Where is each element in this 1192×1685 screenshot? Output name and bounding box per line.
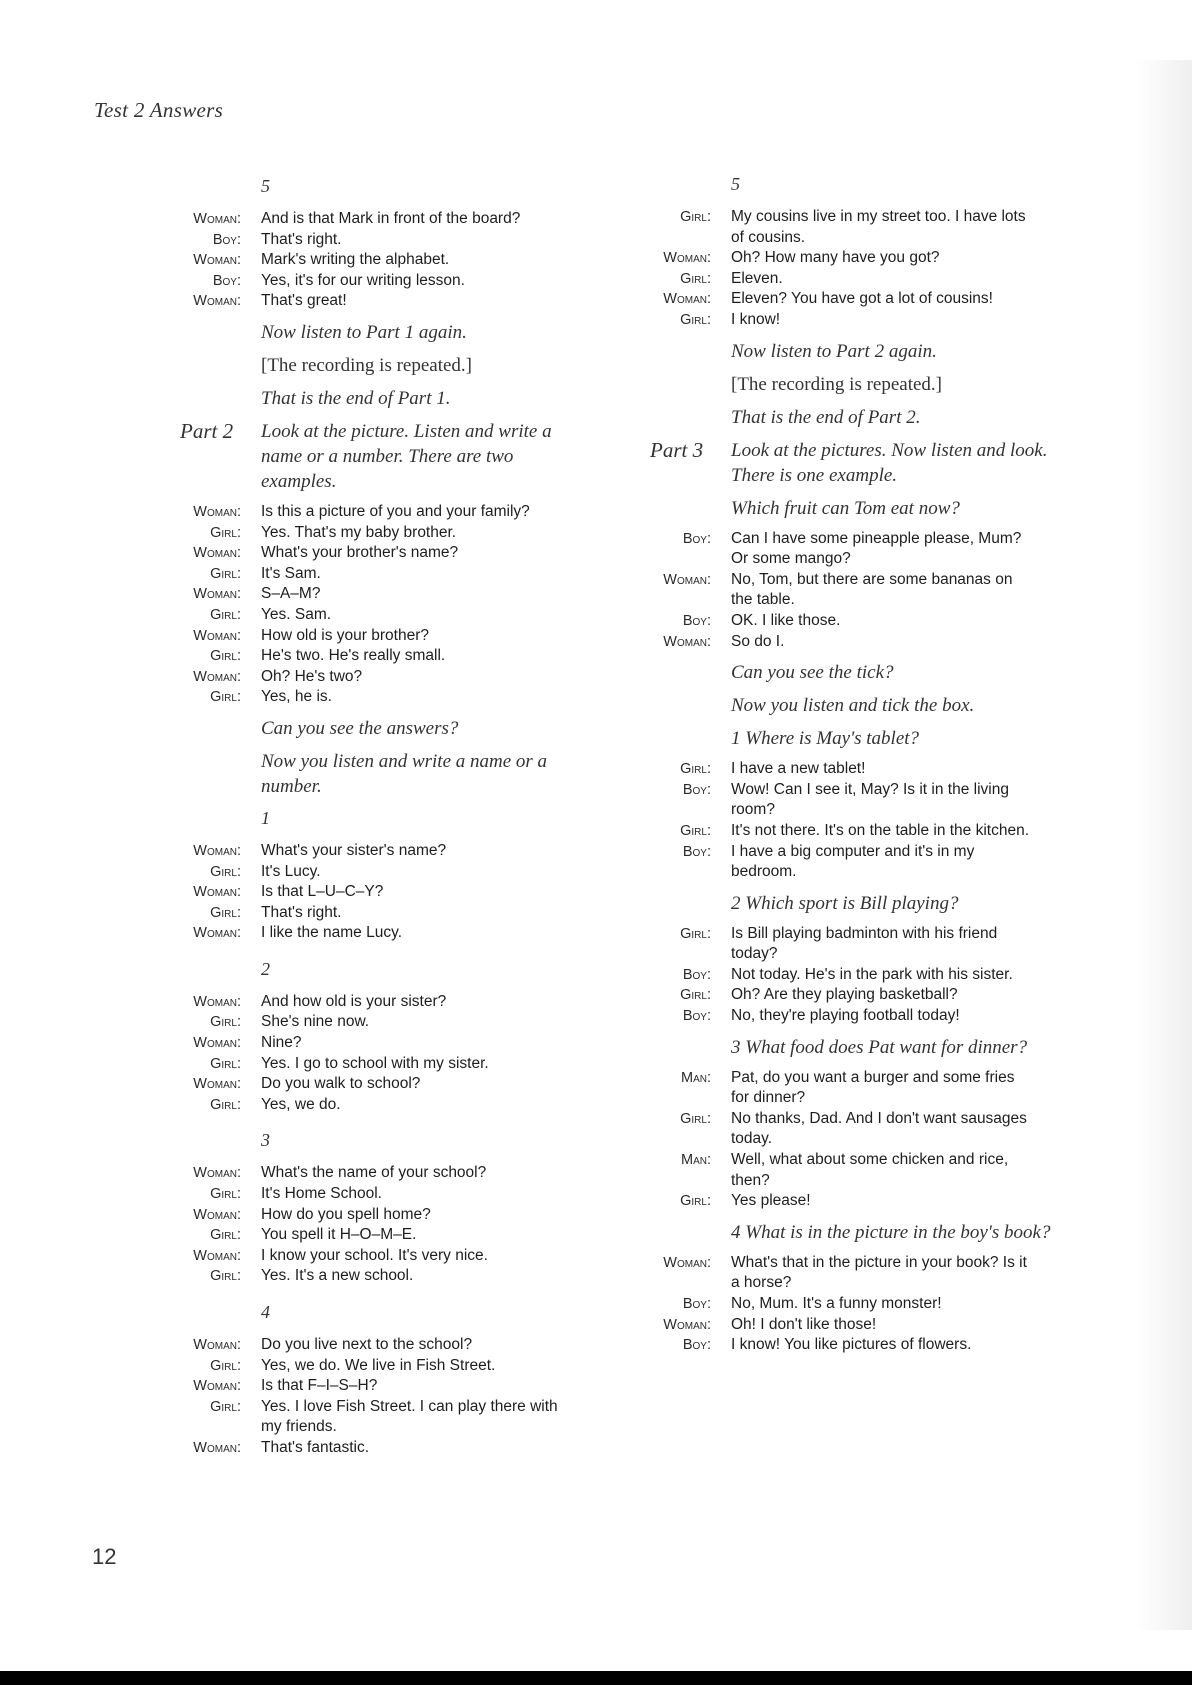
speaker-label: Woman: bbox=[193, 586, 241, 603]
speaker-label: Girl: bbox=[210, 1096, 241, 1113]
dialogue-line bbox=[650, 1294, 1090, 1315]
dialogue-line bbox=[180, 667, 620, 688]
dialogue-block bbox=[650, 529, 1090, 653]
instruction-end-part: That is the end of Part 2. bbox=[731, 406, 921, 428]
dialogue-text: Is that L–U–C–Y? bbox=[261, 883, 384, 901]
dialogue-text: Oh? He's two? bbox=[261, 667, 363, 685]
dialogue-line bbox=[650, 965, 1090, 986]
dialogue-line bbox=[180, 992, 620, 1013]
dialogue-line bbox=[180, 1225, 620, 1246]
dialogue-text: How do you spell home? bbox=[261, 1205, 431, 1223]
speaker-label: Woman: bbox=[193, 1439, 241, 1456]
question-2: 2 Which sport is Bill playing? bbox=[731, 892, 959, 914]
instruction-see-tick: Can you see the tick? bbox=[731, 662, 894, 684]
dialogue-text: I know! bbox=[731, 310, 781, 328]
dialogue-block bbox=[650, 207, 1090, 331]
dialogue-line bbox=[650, 1109, 1090, 1150]
speaker-label: Boy: bbox=[682, 781, 711, 798]
dialogue-text: Oh? Are they playing basketball? bbox=[731, 986, 958, 1004]
part-instruction: Look at the pictures. Now listen and look. There is one example. bbox=[731, 439, 1048, 486]
dialogue-line bbox=[180, 1054, 620, 1075]
dialogue-text: No, Mum. It's a funny monster! bbox=[731, 1295, 942, 1312]
speaker-label: Girl: bbox=[680, 270, 711, 287]
dialogue-text: So do I. bbox=[731, 632, 785, 650]
speaker-label: Boy: bbox=[682, 1296, 711, 1312]
speaker-label: Woman: bbox=[663, 1254, 711, 1271]
dialogue-text: No thanks, Dad. And I don't want sausages today. bbox=[731, 1109, 1027, 1148]
speaker-label: Woman: bbox=[193, 252, 241, 269]
instruction-repeated: [The recording is repeated.] bbox=[261, 354, 473, 376]
section-number: 5 bbox=[731, 174, 740, 194]
speaker-label: Woman: bbox=[193, 545, 241, 562]
speaker-label: Girl: bbox=[210, 1268, 241, 1285]
dialogue-line bbox=[180, 523, 620, 544]
dialogue-line bbox=[650, 1315, 1090, 1336]
dialogue-text: Yes, it's for our writing lesson. bbox=[261, 271, 465, 289]
dialogue-text: Yes. Sam. bbox=[261, 605, 332, 623]
dialogue-block bbox=[650, 924, 1090, 1027]
dialogue-line bbox=[180, 687, 620, 708]
instruction-listen-write: Now you listen and write a name or a number. bbox=[261, 750, 548, 797]
dialogue-block bbox=[180, 502, 620, 708]
dialogue-line bbox=[180, 250, 620, 271]
dialogue-text: Is this a picture of you and your family? bbox=[261, 502, 530, 520]
dialogue-text: That's right. bbox=[261, 230, 342, 248]
dialogue-line bbox=[650, 759, 1090, 780]
dialogue-text: Wow! Can I see it, May? Is it in the living room? bbox=[731, 780, 1009, 819]
speaker-label: Woman: bbox=[193, 1206, 241, 1223]
dialogue-text: My cousins live in my street too. I have lots of cousins. bbox=[731, 208, 1026, 246]
dialogue-line bbox=[180, 1246, 620, 1267]
dialogue-text: No, they're playing football today! bbox=[731, 1007, 960, 1025]
dialogue-block bbox=[180, 992, 620, 1116]
dialogue-line bbox=[650, 1191, 1090, 1212]
dialogue-text: Eleven. bbox=[731, 269, 783, 287]
speaker-label: Man: bbox=[681, 1069, 711, 1086]
speaker-label: Woman: bbox=[663, 291, 711, 308]
dialogue-text: He's two. He's really small. bbox=[261, 647, 446, 665]
dialogue-block bbox=[180, 209, 620, 312]
dialogue-line bbox=[650, 1006, 1090, 1027]
dialogue-line bbox=[180, 209, 620, 230]
dialogue-text: Pat, do you want a burger and some fries for dinner? bbox=[731, 1068, 1015, 1107]
speaker-label: Girl: bbox=[210, 904, 241, 921]
dialogue-text: How old is your brother? bbox=[261, 626, 429, 644]
speaker-label: Woman: bbox=[663, 1316, 711, 1333]
dialogue-text: I have a big computer and it's in my bedroom. bbox=[731, 842, 975, 881]
dialogue-line bbox=[180, 903, 620, 924]
dialogue-text: Is that F–I–S–H? bbox=[261, 1377, 378, 1395]
speaker-label: Woman: bbox=[193, 925, 241, 942]
dialogue-line bbox=[650, 310, 1090, 331]
dialogue-text: Well, what about some chicken and rice, then? bbox=[731, 1151, 1009, 1189]
section-number: 1 bbox=[261, 807, 270, 828]
speaker-label: Girl: bbox=[680, 987, 711, 1004]
dialogue-line bbox=[180, 1205, 620, 1226]
section-number: 2 bbox=[261, 958, 270, 979]
speaker-label: Woman: bbox=[193, 1247, 241, 1264]
dialogue-line bbox=[650, 821, 1090, 842]
dialogue-line bbox=[180, 841, 620, 862]
dialogue-text: Mark's writing the alphabet. bbox=[261, 251, 450, 269]
dialogue-line bbox=[650, 611, 1090, 632]
dialogue-line bbox=[180, 1184, 620, 1205]
dialogue-line bbox=[650, 1150, 1090, 1191]
dialogue-text: You spell it H–O–M–E. bbox=[261, 1226, 417, 1244]
dialogue-block bbox=[180, 1163, 620, 1287]
speaker-label: Woman: bbox=[193, 211, 241, 227]
dialogue-text: Yes. I love Fish Street. I can play there with my friends. bbox=[261, 1397, 558, 1436]
example-question: Which fruit can Tom eat now? bbox=[731, 497, 960, 519]
dialogue-line bbox=[180, 291, 620, 312]
dialogue-text: OK. I like those. bbox=[731, 611, 841, 629]
speaker-label: Woman: bbox=[193, 1076, 241, 1093]
dialogue-line bbox=[180, 626, 620, 647]
dialogue-line bbox=[650, 248, 1090, 269]
dialogue-text: It's not there. It's on the table in the kitchen. bbox=[731, 821, 1030, 839]
dialogue-text: S–A–M? bbox=[261, 585, 321, 603]
dialogue-line bbox=[180, 1266, 620, 1287]
dialogue-line bbox=[650, 570, 1090, 611]
speaker-label: Girl: bbox=[210, 1014, 241, 1031]
dialogue-text: What's the name of your school? bbox=[261, 1164, 487, 1182]
speaker-label: Girl: bbox=[210, 648, 241, 665]
dialogue-line bbox=[180, 1438, 620, 1459]
dialogue-text: That's fantastic. bbox=[261, 1438, 370, 1456]
part-label: Part 2 bbox=[180, 418, 234, 443]
dialogue-text: That's great! bbox=[261, 292, 347, 310]
speaker-label: Girl: bbox=[680, 925, 711, 942]
dialogue-line bbox=[180, 1356, 620, 1377]
speaker-label: Girl: bbox=[210, 1227, 241, 1244]
dialogue-text: Yes, we do. bbox=[261, 1095, 341, 1113]
dialogue-line bbox=[180, 605, 620, 626]
speaker-label: Boy: bbox=[682, 843, 711, 860]
dialogue-text: Not today. He's in the park with his sister. bbox=[731, 965, 1013, 983]
dialogue-block bbox=[650, 759, 1090, 883]
dialogue-line bbox=[650, 780, 1090, 821]
speaker-label: Woman: bbox=[193, 1035, 241, 1052]
instruction-see-answers: Can you see the answers? bbox=[261, 717, 459, 739]
part-label: Part 3 bbox=[650, 437, 704, 462]
dialogue-text: Yes, we do. We live in Fish Street. bbox=[261, 1356, 496, 1374]
part-heading bbox=[650, 438, 1090, 488]
dialogue-text: Oh! I don't like those! bbox=[731, 1315, 877, 1333]
dialogue-text: Do you live next to the school? bbox=[261, 1336, 473, 1353]
speaker-label: Girl: bbox=[210, 565, 241, 582]
dialogue-text: I know! You like pictures of flowers. bbox=[731, 1336, 972, 1354]
dialogue-line bbox=[180, 1033, 620, 1054]
part-instruction: Look at the picture. Listen and write a name or a number. There are two examples. bbox=[261, 420, 552, 492]
dialogue-text: I have a new tablet! bbox=[731, 760, 866, 778]
speaker-label: Girl: bbox=[680, 209, 711, 225]
dialogue-block bbox=[180, 841, 620, 944]
left-column bbox=[180, 175, 620, 1459]
dialogue-line bbox=[180, 1397, 620, 1438]
dialogue-text: Yes. It's a new school. bbox=[261, 1267, 414, 1285]
dialogue-text: Nine? bbox=[261, 1034, 302, 1052]
dialogue-text: What's your sister's name? bbox=[261, 841, 447, 859]
page-number: 12 bbox=[92, 1544, 117, 1569]
speaker-label: Girl: bbox=[680, 311, 711, 328]
dialogue-block bbox=[650, 1253, 1090, 1356]
question-3: 3 What food does Pat want for dinner? bbox=[731, 1036, 1028, 1058]
speaker-label: Boy: bbox=[212, 231, 241, 248]
speaker-label: Woman: bbox=[193, 293, 241, 310]
dialogue-text: That's right. bbox=[261, 903, 342, 921]
dialogue-line bbox=[650, 207, 1090, 248]
dialogue-line bbox=[650, 985, 1090, 1006]
dialogue-line bbox=[650, 289, 1090, 310]
speaker-label: Woman: bbox=[663, 571, 711, 588]
dialogue-text: Eleven? You have got a lot of cousins! bbox=[731, 290, 993, 308]
dialogue-line bbox=[650, 842, 1090, 883]
dialogue-text: I like the name Lucy. bbox=[261, 924, 403, 942]
dialogue-line bbox=[650, 1068, 1090, 1109]
speaker-label: Woman: bbox=[193, 1378, 241, 1395]
speaker-label: Girl: bbox=[210, 1398, 241, 1415]
dialogue-line bbox=[650, 529, 1090, 570]
speaker-label: Woman: bbox=[193, 884, 241, 901]
speaker-label: Woman: bbox=[193, 993, 241, 1010]
page-header-title: Test 2 Answers bbox=[94, 98, 224, 122]
speaker-label: Boy: bbox=[682, 966, 711, 983]
speaker-label: Girl: bbox=[680, 761, 711, 778]
dialogue-text: And how old is your sister? bbox=[261, 992, 447, 1010]
dialogue-text: And is that Mark in front of the board? bbox=[261, 210, 521, 227]
instruction-listen-tick: Now you listen and tick the box. bbox=[731, 695, 975, 717]
dialogue-line bbox=[180, 271, 620, 292]
dialogue-text: It's Sam. bbox=[261, 564, 321, 582]
dialogue-text: Yes, he is. bbox=[261, 688, 332, 706]
speaker-label: Woman: bbox=[663, 633, 711, 650]
bottom-scan-border bbox=[0, 1671, 1192, 1685]
dialogue-line bbox=[180, 502, 620, 523]
dialogue-line bbox=[650, 269, 1090, 290]
dialogue-text: Is Bill playing badminton with his friend today? bbox=[731, 924, 998, 963]
dialogue-line bbox=[180, 923, 620, 944]
speaker-label: Woman: bbox=[193, 842, 241, 859]
dialogue-line bbox=[180, 646, 620, 667]
speaker-label: Woman: bbox=[193, 627, 241, 644]
dialogue-line bbox=[180, 862, 620, 883]
dialogue-line bbox=[650, 1335, 1090, 1356]
dialogue-line bbox=[180, 1095, 620, 1116]
dialogue-text: Yes please! bbox=[731, 1192, 811, 1210]
speaker-label: Girl: bbox=[210, 689, 241, 706]
dialogue-text: Yes. I go to school with my sister. bbox=[261, 1054, 489, 1072]
speaker-label: Boy: bbox=[212, 272, 241, 289]
speaker-label: Girl: bbox=[210, 524, 241, 541]
speaker-label: Girl: bbox=[210, 1186, 241, 1203]
speaker-label: Girl: bbox=[210, 1055, 241, 1072]
right-column bbox=[650, 173, 1090, 1356]
instruction-listen-again: Now listen to Part 1 again. bbox=[261, 321, 467, 343]
instruction-repeated: [The recording is repeated.] bbox=[731, 373, 943, 395]
dialogue-line bbox=[180, 543, 620, 564]
dialogue-line bbox=[180, 1335, 620, 1356]
dialogue-text: I know your school. It's very nice. bbox=[261, 1246, 488, 1264]
speaker-label: Girl: bbox=[680, 1193, 711, 1210]
dialogue-line bbox=[650, 1253, 1090, 1294]
speaker-label: Woman: bbox=[193, 1165, 241, 1182]
dialogue-line bbox=[180, 584, 620, 605]
dialogue-text: What's that in the picture in your book? Is it a horse? bbox=[731, 1253, 1027, 1292]
speaker-label: Boy: bbox=[682, 612, 711, 629]
speaker-label: Boy: bbox=[682, 1337, 711, 1354]
speaker-label: Woman: bbox=[193, 668, 241, 685]
dialogue-line bbox=[180, 1012, 620, 1033]
section-number: 5 bbox=[261, 176, 270, 196]
speaker-label: Girl: bbox=[680, 1110, 711, 1127]
dialogue-text: It's Home School. bbox=[261, 1185, 382, 1203]
speaker-label: Man: bbox=[681, 1152, 711, 1169]
page-edge-shadow bbox=[1136, 60, 1192, 1630]
dialogue-text: Yes. That's my baby brother. bbox=[261, 523, 457, 541]
dialogue-text: Oh? How many have you got? bbox=[731, 249, 940, 267]
part-heading bbox=[180, 419, 620, 494]
dialogue-line bbox=[180, 1074, 620, 1095]
dialogue-text: No, Tom, but there are some bananas on the table. bbox=[731, 570, 1013, 609]
speaker-label: Boy: bbox=[682, 530, 711, 547]
speaker-label: Girl: bbox=[210, 863, 241, 880]
instruction-listen-again: Now listen to Part 2 again. bbox=[731, 340, 937, 362]
section-number: 3 bbox=[261, 1130, 270, 1151]
speaker-label: Girl: bbox=[210, 606, 241, 623]
speaker-label: Woman: bbox=[193, 1337, 241, 1353]
speaker-label: Girl: bbox=[680, 822, 711, 839]
section-number: 4 bbox=[261, 1302, 270, 1322]
dialogue-text: Can I have some pineapple please, Mum? Or some mango? bbox=[731, 529, 1022, 568]
dialogue-text: Do you walk to school? bbox=[261, 1075, 421, 1093]
dialogue-text: What's your brother's name? bbox=[261, 544, 459, 562]
speaker-label: Girl: bbox=[210, 1357, 241, 1374]
dialogue-line bbox=[180, 230, 620, 251]
dialogue-line bbox=[180, 1376, 620, 1397]
dialogue-line bbox=[650, 924, 1090, 965]
question-4: 4 What is in the picture in the boy's book? bbox=[731, 1221, 1051, 1243]
dialogue-line bbox=[650, 632, 1090, 653]
speaker-label: Boy: bbox=[682, 1008, 711, 1025]
dialogue-text: It's Lucy. bbox=[261, 862, 321, 880]
dialogue-line bbox=[180, 1163, 620, 1184]
dialogue-block bbox=[180, 1335, 620, 1459]
speaker-label: Woman: bbox=[663, 250, 711, 267]
question-1: 1 Where is May's tablet? bbox=[731, 728, 920, 750]
instruction-end-part: That is the end of Part 1. bbox=[261, 387, 451, 409]
dialogue-block bbox=[650, 1068, 1090, 1212]
dialogue-text: She's nine now. bbox=[261, 1013, 370, 1031]
dialogue-line bbox=[180, 882, 620, 903]
speaker-label: Woman: bbox=[193, 503, 241, 520]
dialogue-line bbox=[180, 564, 620, 585]
